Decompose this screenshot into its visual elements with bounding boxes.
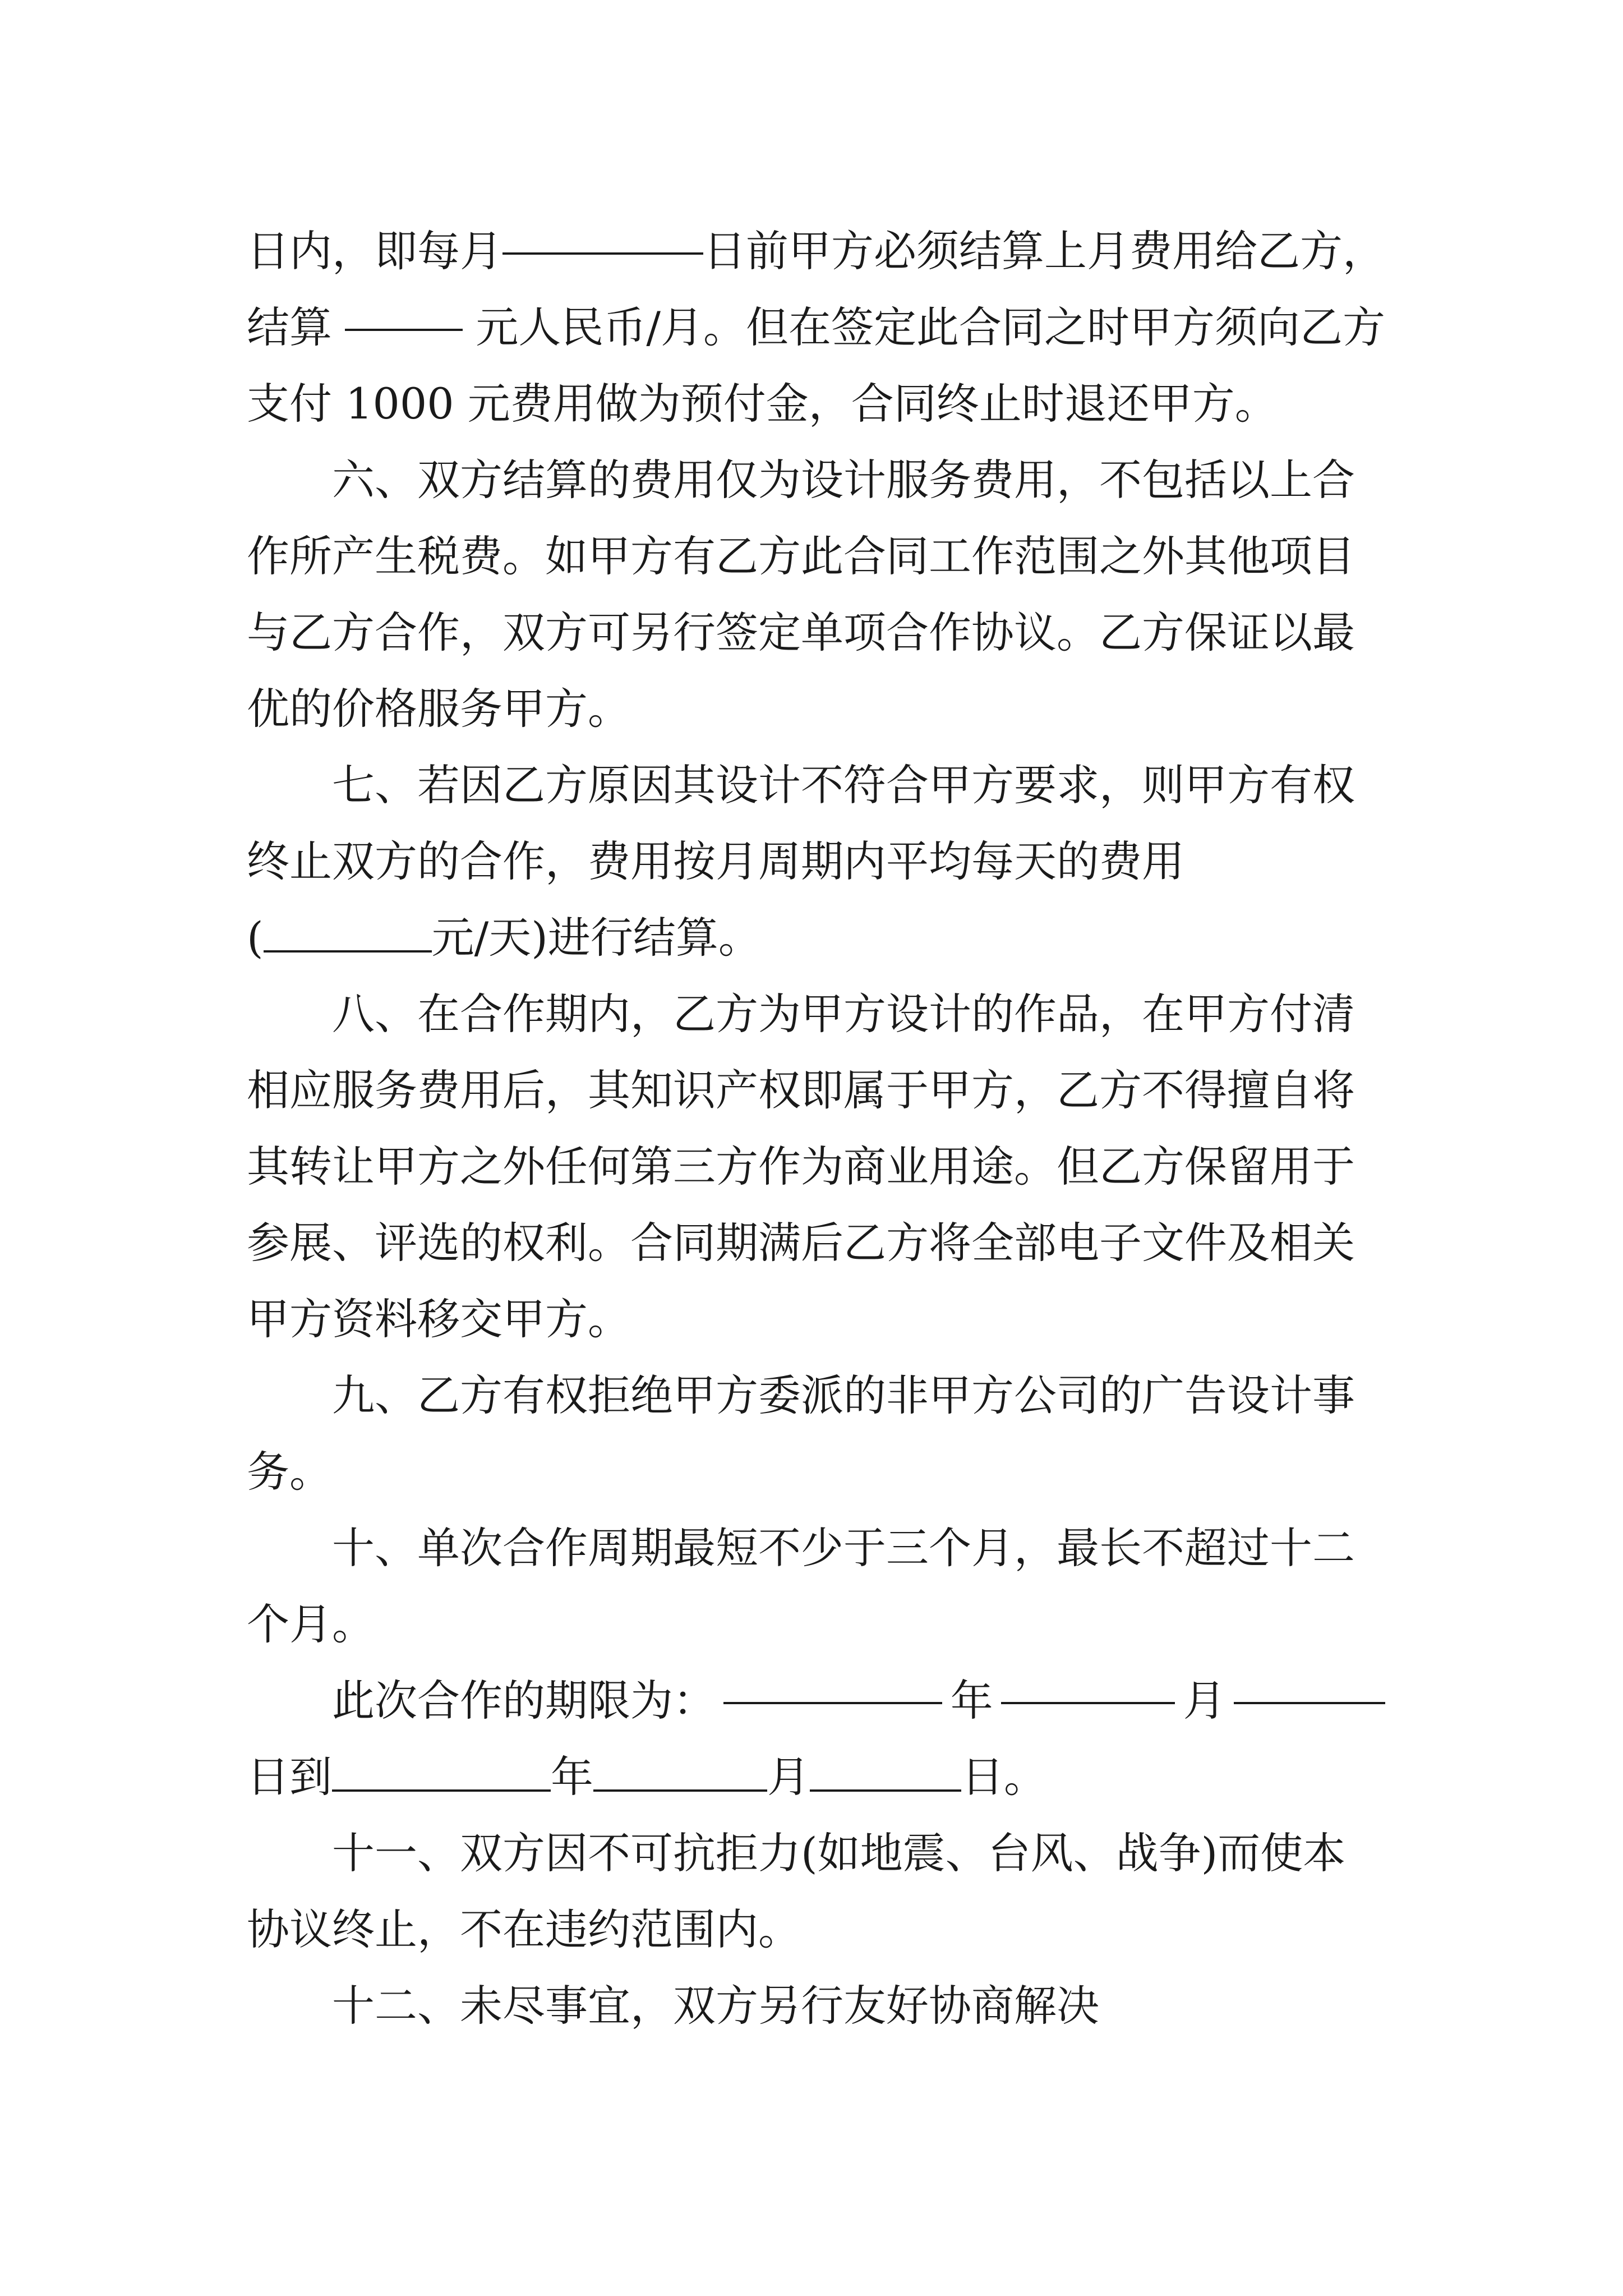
year-label: 年 xyxy=(551,1752,593,1802)
fill-in-blank xyxy=(345,289,463,331)
text-line xyxy=(247,289,1385,366)
to-label: 日到 xyxy=(247,1752,332,1802)
term-line xyxy=(247,1739,1385,1815)
text-line: 支付 1000 元费用做为预付金，合同终止时退还甲方。 xyxy=(247,379,1278,429)
month-label: 月 xyxy=(1183,1676,1226,1726)
start-month-blank xyxy=(1001,1663,1175,1704)
clause-11-line: 十一、双方因不可抗拒力(如地震、台风、战争)而使本 xyxy=(332,1828,1346,1878)
clause-6-line: 优的价格服务甲方。 xyxy=(247,684,630,734)
clause-6-line: 作所产生税费。如甲方有乙方此合同工作范围之外其他项目 xyxy=(247,531,1355,581)
clause-9-line: 务。 xyxy=(247,1447,332,1497)
clause-8-line: 参展、评选的权利。合同期满后乙方将全部电子文件及相关 xyxy=(247,1218,1355,1268)
year-label: 年 xyxy=(950,1676,993,1726)
clause-11-line: 协议终止，不在违约范围内。 xyxy=(247,1904,801,1954)
day-end-label: 日。 xyxy=(961,1752,1046,1802)
clause-7-line: 终止双方的合作，费用按月周期内平均每天的费用 xyxy=(247,836,1184,886)
month-label: 月 xyxy=(767,1752,810,1802)
clause-8-line: 甲方资料移交甲方。 xyxy=(247,1294,630,1344)
start-year-blank xyxy=(723,1663,942,1704)
term-label: 此次合作的期限为： xyxy=(332,1676,716,1726)
term-line xyxy=(247,1663,1385,1739)
text-line xyxy=(247,213,1385,289)
fill-in-blank xyxy=(264,911,432,953)
text-fragment: 日内，即每月 xyxy=(247,226,502,276)
clause-9-line: 九、乙方有权拒绝甲方委派的非甲方公司的广告设计事 xyxy=(332,1370,1355,1420)
text-fragment: 结算 xyxy=(247,302,332,352)
text-fragment: 元/天)进行结算。 xyxy=(431,913,761,963)
clause-7-line: 七、若因乙方原因其设计不符合甲方要求，则甲方有权 xyxy=(332,760,1355,810)
clause-8-line: 其转让甲方之外任何第三方作为商业用途。但乙方保留用于 xyxy=(247,1142,1355,1191)
clause-10-line: 十、单次合作周期最短不少于三个月，最长不超过十二 xyxy=(332,1523,1355,1573)
clause-12-line: 十二、未尽事宜，双方另行友好协商解决 xyxy=(332,1981,1099,2031)
clause-7-line xyxy=(247,900,1385,976)
end-day-blank xyxy=(810,1750,961,1792)
clause-8-line: 八、在合作期内，乙方为甲方设计的作品，在甲方付清 xyxy=(332,989,1355,1039)
fill-in-blank xyxy=(502,213,703,255)
clause-10-line: 个月。 xyxy=(247,1599,375,1649)
clause-6-line: 六、双方结算的费用仅为设计服务费用，不包括以上合 xyxy=(332,455,1355,505)
end-year-blank xyxy=(332,1750,551,1792)
text-fragment: ( xyxy=(247,913,264,963)
end-month-blank xyxy=(593,1750,767,1792)
start-day-blank xyxy=(1234,1663,1385,1704)
text-fragment: 日前甲方必须结算上月费用给乙方， xyxy=(703,226,1385,276)
contract-page xyxy=(247,213,1385,2044)
clause-8-line: 相应服务费用后，其知识产权即属于甲方，乙方不得擅自将 xyxy=(247,1065,1355,1115)
clause-6-line: 与乙方合作，双方可另行签定单项合作协议。乙方保证以最 xyxy=(247,608,1355,657)
text-fragment: 元人民币/月。但在签定此合同之时甲方须向乙方 xyxy=(476,302,1385,352)
